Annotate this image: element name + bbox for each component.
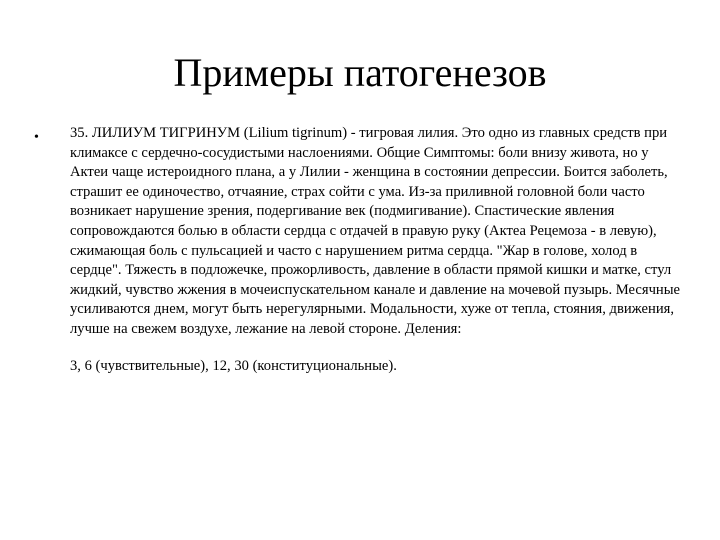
slide-body: [70, 124, 682, 376]
bullet-marker: •: [34, 130, 39, 145]
body-paragraph-continuation: 3, 6 (чувствительные), 12, 30 (конституциональные).: [70, 357, 397, 374]
slide-title: Примеры патогенезов: [173, 50, 547, 95]
body-paragraph: 35. ЛИЛИУМ ТИГРИНУМ (Lilium tigrinum) - тигровая лилия. Это одно из главных средств при климаксе с сердечно-сосудистыми наслоениями. Общие Симптомы: боли внизу живота, но у Актеи чаще истероидного плана, а у Лилии - женщина в состоянии депрессии. Боится заболеть, страшит ее одиночество, отчаяние, страх сойти с ума. Из-за приливной головной боли часто возникает нарушение зрения, подергивание век (подмигивание). Спастические явления сопровождаются болью в области сердца с отдачей в правую руку (Актеа Рецемоза - в левую), сжимающая боль с пульсацией и часто с нарушением ритма сердца. "Жар в голове, холод в сердце". Тяжесть в подложечке, прожорливость, давление в области прямой кишки и матке, стул жидкий, чувство жжения в мочеиспускательном канале и давление на мочевой пузырь. Месячные усиливаются днем, могут быть нерегулярными. Модальности, хуже от тепла, стояния, движения, лучше на свежем воздухе, лежание на левой стороне. Деления:: [70, 125, 681, 337]
